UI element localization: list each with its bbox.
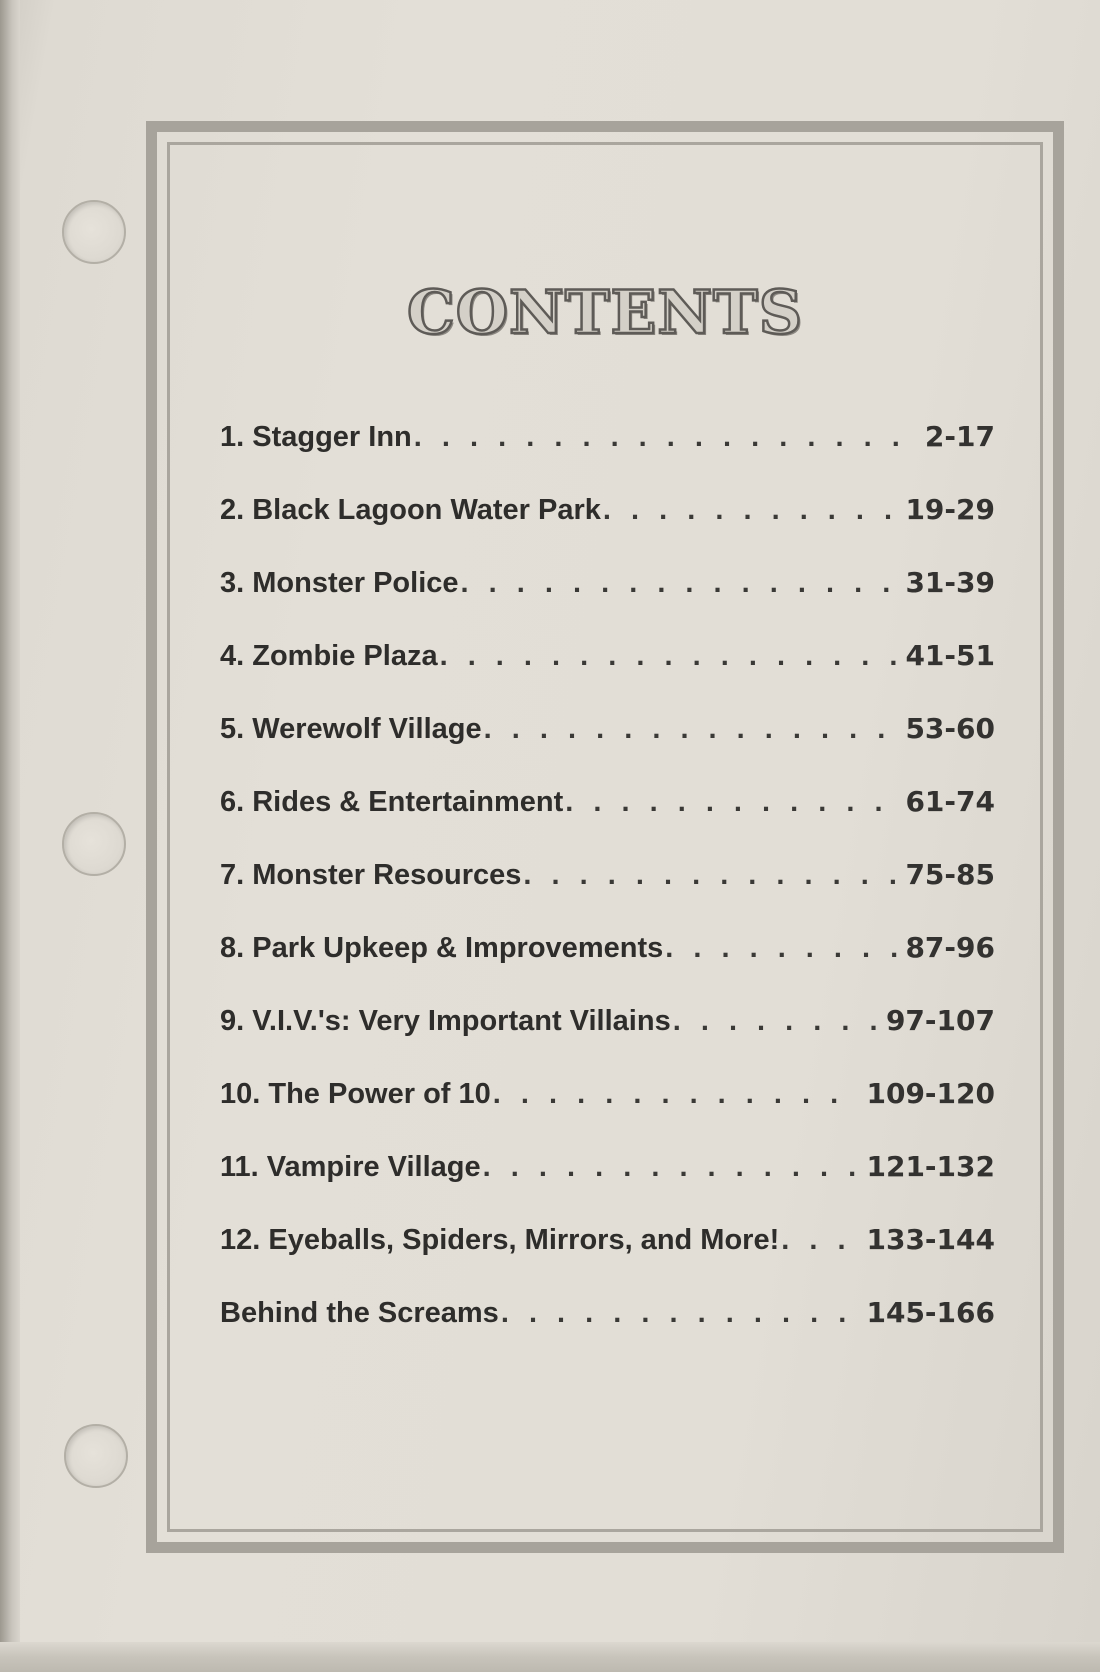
punch-hole (64, 1424, 128, 1488)
toc-entry-pages: 109-120 (866, 1077, 995, 1110)
dot-leader (501, 1297, 861, 1330)
toc-entry-label: 1. Stagger Inn (220, 421, 412, 453)
dot-leader (565, 786, 899, 819)
toc-entry (220, 493, 995, 566)
toc-entry-label: 6. Rides & Entertainment (220, 786, 564, 818)
dot-leader (603, 494, 900, 527)
toc-entry (220, 1077, 995, 1150)
toc-entry (220, 1004, 995, 1077)
punch-hole (62, 200, 126, 264)
toc-entry-pages: 31-39 (905, 566, 995, 599)
toc-entry (220, 712, 995, 785)
toc-entry-pages: 87-96 (905, 931, 995, 964)
toc-entry-pages: 97-107 (885, 1004, 995, 1037)
toc-entry (220, 785, 995, 858)
dot-leader (673, 1005, 880, 1038)
toc-entry (220, 931, 995, 1004)
toc-entry-pages: 2-17 (924, 420, 995, 453)
toc-entry (220, 639, 995, 712)
toc-entry-label: 12. Eyeballs, Spiders, Mirrors, and More! (220, 1224, 780, 1256)
toc-entry-label: 3. Monster Police (220, 567, 459, 599)
toc-entry (220, 566, 995, 639)
page-bottom-edge (0, 1642, 1100, 1672)
dot-leader (483, 1151, 861, 1184)
toc-entry (220, 420, 995, 493)
toc-entry-pages: 19-29 (905, 493, 995, 526)
toc-entry (220, 1296, 995, 1369)
toc-entry-label: Behind the Screams (220, 1297, 499, 1329)
toc-entry-label: 7. Monster Resources (220, 859, 522, 891)
toc-entry-pages: 133-144 (866, 1223, 995, 1256)
toc-entry-pages: 121-132 (866, 1150, 995, 1183)
punch-hole (62, 812, 126, 876)
page-spine (0, 0, 20, 1672)
toc-entry-label: 8. Park Upkeep & Improvements (220, 932, 664, 964)
dot-leader (665, 932, 899, 965)
toc-entry-pages: 53-60 (905, 712, 995, 745)
toc-entry-label: 4. Zombie Plaza (220, 640, 438, 672)
dot-leader (493, 1078, 861, 1111)
toc-entry-pages: 75-85 (905, 858, 995, 891)
toc-entry-pages: 61-74 (905, 785, 995, 818)
toc-entry-label: 10. The Power of 10 (220, 1078, 491, 1110)
toc-entry-label: 11. Vampire Village (220, 1151, 481, 1183)
toc-entry (220, 1150, 995, 1223)
dot-leader (461, 567, 900, 600)
toc-entry (220, 1223, 995, 1296)
toc-entry-label: 2. Black Lagoon Water Park (220, 494, 601, 526)
toc-entry-label: 5. Werewolf Village (220, 713, 482, 745)
dot-leader (781, 1224, 860, 1257)
toc-entry-label: 9. V.I.V.'s: Very Important Villains (220, 1005, 671, 1037)
toc-entry-pages: 145-166 (866, 1296, 995, 1329)
toc-entry-pages: 41-51 (905, 639, 995, 672)
dot-leader (414, 421, 919, 454)
table-of-contents (220, 420, 995, 1369)
dot-leader (484, 713, 900, 746)
toc-entry (220, 858, 995, 931)
dot-leader (440, 640, 900, 673)
contents-title: CONTENTS (406, 278, 804, 348)
dot-leader (523, 859, 899, 892)
